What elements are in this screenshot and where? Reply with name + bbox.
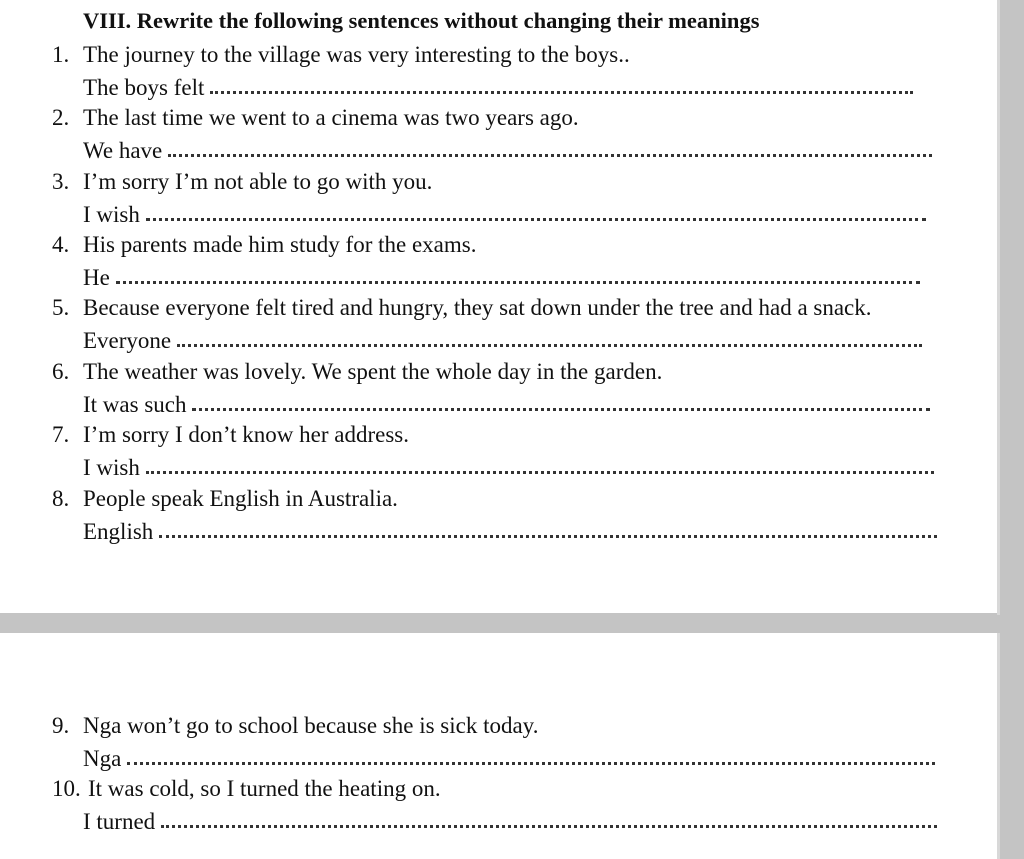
answer-blank [116, 261, 920, 284]
answer-lead: The boys felt [83, 75, 205, 100]
item-number: 4. [52, 232, 70, 257]
answer-line [83, 262, 997, 293]
exercise-heading: VIII. Rewrite the following sentences without changing their meanings [83, 8, 760, 33]
answer-blank [161, 805, 937, 828]
answer-lead: I turned [83, 809, 156, 834]
answer-line [83, 199, 997, 230]
item-sentence: His parents made him study for the exams. [83, 232, 477, 257]
answer-lead: I wish [83, 202, 140, 227]
page-edge-shadow [997, 633, 1000, 859]
item-number: 6. [52, 359, 70, 384]
answer-lead: Everyone [83, 328, 172, 353]
answer-lead: We have [83, 138, 163, 163]
answer-line [83, 806, 997, 837]
answer-line [83, 516, 997, 547]
item-number: 3. [52, 169, 70, 194]
item-sentence: The last time we went to a cinema was two years ago. [83, 105, 579, 130]
answer-line [83, 452, 997, 483]
item-sentence: It was cold, so I turned the heating on. [88, 776, 441, 801]
answer-line [83, 135, 997, 166]
answer-blank [177, 324, 922, 347]
answer-blank [127, 742, 935, 765]
item-number: 2. [52, 105, 70, 130]
answer-lead: I wish [83, 455, 140, 480]
answer-lead: English [83, 519, 154, 544]
item-number: 1. [52, 42, 70, 67]
answer-blank [159, 515, 937, 538]
answer-line [83, 325, 997, 356]
item-number: 8. [52, 486, 70, 511]
answer-lead: He [83, 265, 110, 290]
answer-blank [210, 71, 913, 94]
item-sentence: The journey to the village was very interesting to the boys.. [83, 42, 630, 67]
answer-line [83, 389, 997, 420]
item-number: 10. [52, 776, 81, 801]
answer-line [83, 743, 997, 774]
item-number: 9. [52, 713, 70, 738]
answer-blank [168, 134, 932, 157]
answer-blank [146, 198, 926, 221]
item-sentence: The weather was lovely. We spent the whole day in the garden. [83, 359, 663, 384]
item-sentence: Nga won’t go to school because she is sick today. [83, 713, 539, 738]
page-edge-shadow [997, 0, 1000, 615]
item-number: 5. [52, 295, 70, 320]
answer-lead: It was such [83, 392, 187, 417]
item-sentence: Because everyone felt tired and hungry, they sat down under the tree and had a snack. [83, 295, 872, 320]
item-sentence: People speak English in Australia. [83, 486, 398, 511]
answer-line [83, 72, 997, 103]
answer-blank [146, 451, 934, 474]
worksheet-page-2 [0, 633, 997, 859]
answer-lead: Nga [83, 746, 122, 771]
item-sentence: I’m sorry I’m not able to go with you. [83, 169, 433, 194]
item-sentence: I’m sorry I don’t know her address. [83, 422, 409, 447]
answer-blank [192, 388, 930, 411]
item-number: 7. [52, 422, 70, 447]
